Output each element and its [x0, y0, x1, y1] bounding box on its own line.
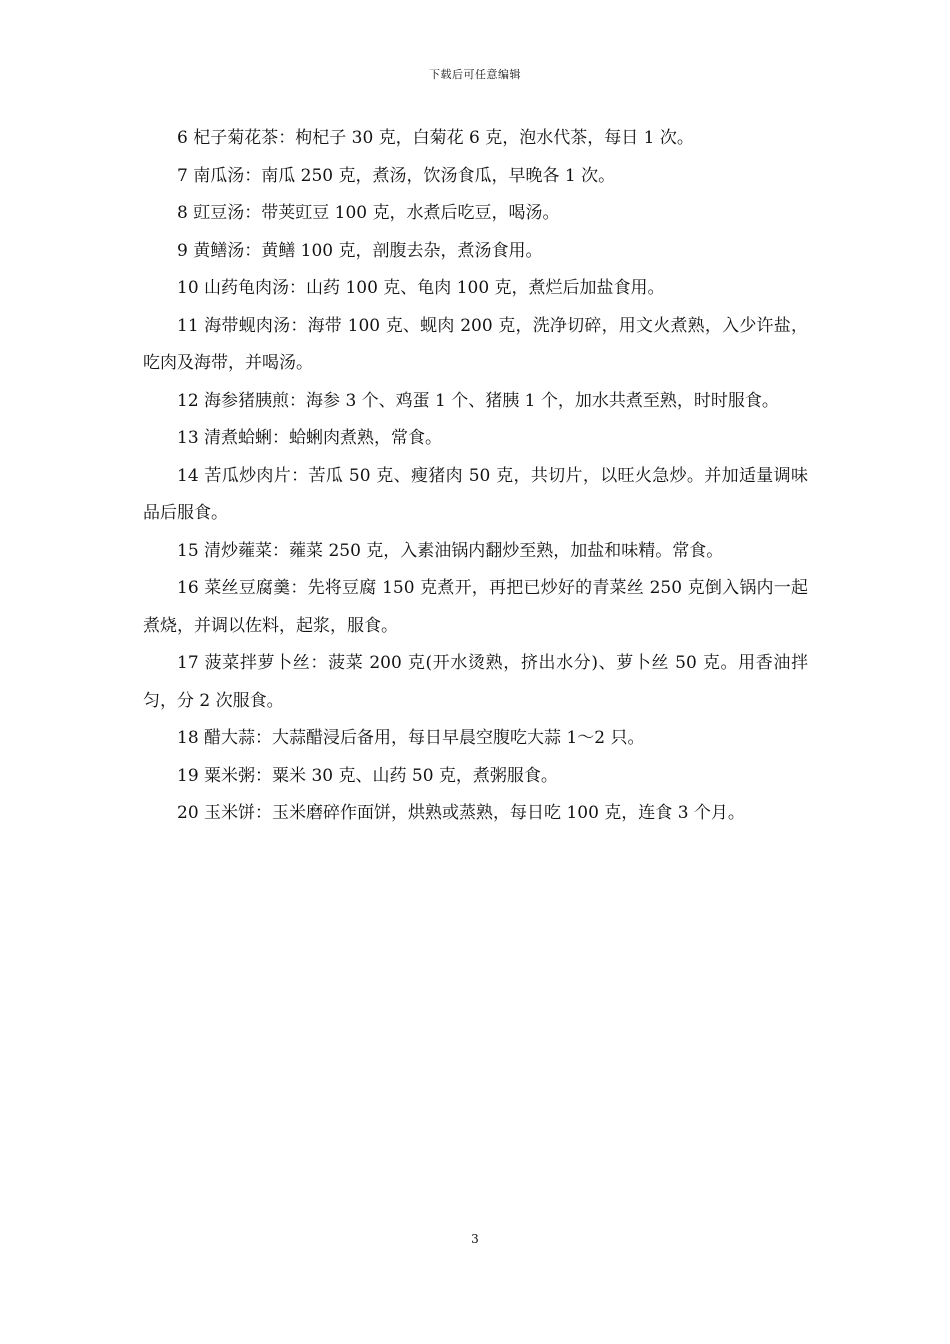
recipe-item-15: 15 清炒蕹菜：蕹菜 250 克，入素油锅内翻炒至熟，加盐和味精。常食。 — [177, 540, 724, 561]
recipe-item-10: 10 山药龟肉汤：山药 100 克、龟肉 100 克，煮烂后加盐食用。 — [177, 278, 665, 298]
recipe-item-8: 8 豇豆汤：带荚豇豆 100 克，水煮后吃豆，喝汤。 — [177, 203, 560, 223]
recipe-item-11: 11 海带蚬肉汤：海带 100 克、蚬肉 200 克，洗净切碎，用文火煮熟，入少许盐，吃肉及海带，并喝汤。 — [143, 315, 808, 373]
recipe-item-20: 20 玉米饼：玉米磨碎作面饼，烘熟或蒸熟，每日吃 100 克，连食 3 个月。 — [177, 803, 745, 823]
recipe-item-18: 18 醋大蒜：大蒜醋浸后备用，每日早晨空腹吃大蒜 1～2 只。 — [177, 728, 645, 748]
recipe-item-13: 13 清煮蛤蜊：蛤蜊肉煮熟，常食。 — [177, 428, 443, 448]
page-number: 3 — [471, 1232, 479, 1246]
recipe-item-17: 17 菠菜拌萝卜丝：菠菜 200 克(开水烫熟，挤出水分)、萝卜丝 50 克。用香油拌匀，分 2 次服食。 — [143, 653, 808, 711]
recipe-item-19: 19 粟米粥：粟米 30 克、山药 50 克，煮粥服食。 — [177, 765, 558, 786]
document-body — [143, 120, 808, 833]
recipe-item-12: 12 海参猪胰煎：海参 3 个、鸡蛋 1 个、猪胰 1 个，加水共煮至熟，时时服食。 — [177, 390, 779, 411]
page-header: 下载后可任意编辑 — [429, 68, 521, 81]
recipe-item-9: 9 黄鳝汤：黄鳝 100 克，剖腹去杂，煮汤食用。 — [177, 240, 543, 261]
recipe-item-7: 7 南瓜汤：南瓜 250 克，煮汤，饮汤食瓜，早晚各 1 次。 — [177, 165, 616, 186]
recipe-item-16: 16 菜丝豆腐羹：先将豆腐 150 克煮开，再把已炒好的青菜丝 250 克倒入锅内一起煮烧，并调以佐料，起浆，服食。 — [143, 578, 808, 636]
recipe-item-14: 14 苦瓜炒肉片：苦瓜 50 克、瘦猪肉 50 克，共切片，以旺火急炒。并加适量调味品后服食。 — [143, 465, 808, 523]
recipe-item-6: 6 杞子菊花茶：枸杞子 30 克，白菊花 6 克，泡水代茶，每日 1 次。 — [177, 128, 694, 148]
